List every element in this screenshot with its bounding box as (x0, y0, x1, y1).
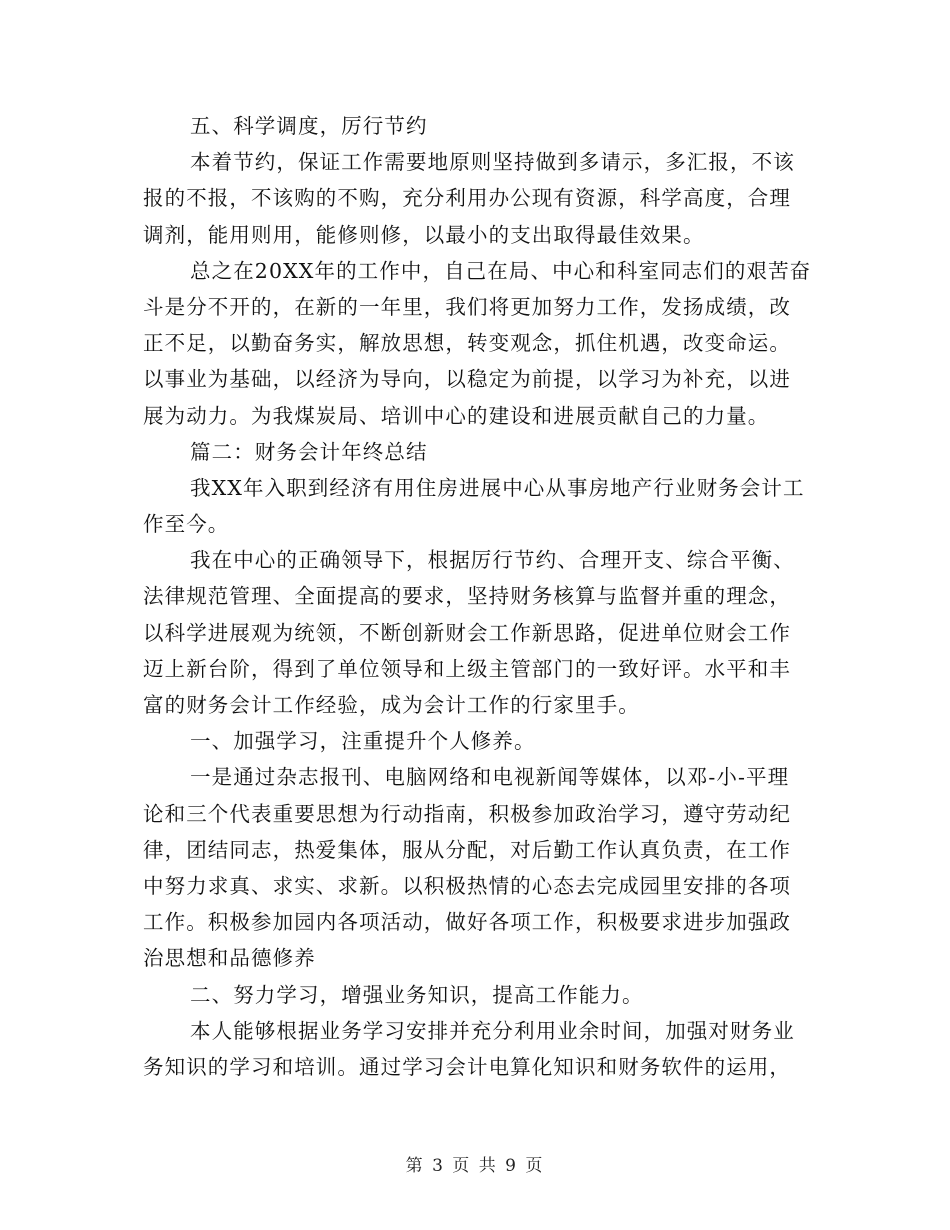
text-line: 展为动力。为我煤炭局、培训中心的建设和进展贡献自己的力量。 (143, 403, 770, 428)
document-body (143, 108, 812, 1085)
text-line: 律，团结同志，热爱集体，服从分配，对后勤工作认真负责，在工作 (143, 837, 791, 862)
text-line: 总之在20XX年的工作中，自己在局、中心和科室同志们的艰苦奋 (190, 258, 812, 283)
text-line: 二、努力学习，增强业务知识，提高工作能力。 (190, 982, 644, 1007)
text-line: 治思想和品德修养 (143, 946, 316, 971)
text-line: 一是通过杂志报刊、电脑网络和电视新闻等媒体，以邓-小-平理 (190, 765, 790, 790)
page-footer: 第 3 页 共 9 页 (405, 1156, 545, 1176)
text-line: 五、科学调度，厉行节约 (190, 114, 428, 138)
text-line: 作至今。 (143, 512, 230, 537)
text-line: 务知识的学习和培训。通过学习会计电算化知识和财务软件的运用， (143, 1054, 791, 1079)
text-line: 以事业为基础，以经济为导向，以稳定为前提，以学习为补充，以进 (143, 367, 791, 392)
text-line: 富的财务会计工作经验，成为会计工作的行家里手。 (143, 693, 640, 717)
text-line: 论和三个代表重要思想为行动指南，积极参加政治学习，遵守劳动纪 (143, 801, 791, 826)
text-line: 篇二：财务会计年终总结 (190, 439, 428, 464)
text-line: 以科学进展观为统领，不断创新财会工作新思路，促进单位财会工作 (143, 620, 791, 645)
text-line: 正不足，以勤奋务实，解放思想，转变观念，抓住机遇，改变命运。 (143, 331, 791, 356)
text-line: 报的不报，不该购的不购，充分利用办公现有资源，科学高度，合理 (143, 186, 791, 211)
text-line: 工作。积极参加园内各项活动，做好各项工作，积极要求进步加强政 (143, 910, 791, 935)
text-line: 调剂，能用则用，能修则修，以最小的支出取得最佳效果。 (143, 222, 705, 247)
text-line: 迈上新台阶，得到了单位领导和上级主管部门的一致好评。水平和丰 (143, 656, 791, 681)
text-line: 本着节约，保证工作需要地原则坚持做到多请示，多汇报，不该 (190, 150, 795, 175)
text-line: 我在中心的正确领导下，根据厉行节约、合理开支、综合平衡、 (190, 548, 795, 573)
text-line: 我XX年入职到经济有用住房进展中心从事房地产行业财务会计工 (190, 475, 805, 500)
text-line: 斗是分不开的，在新的一年里，我们将更加努力工作，发扬成绩，改 (143, 294, 791, 319)
text-line: 法律规范管理、全面提高的要求，坚持财务核算与监督并重的理念， (143, 584, 791, 609)
text-line: 一、加强学习，注重提升个人修养。 (190, 729, 536, 754)
text-line: 中努力求真、求实、求新。以积极热情的心态去完成园里安排的各项 (143, 873, 791, 898)
text-line: 本人能够根据业务学习安排并充分利用业余时间，加强对财务业 (190, 1018, 795, 1043)
